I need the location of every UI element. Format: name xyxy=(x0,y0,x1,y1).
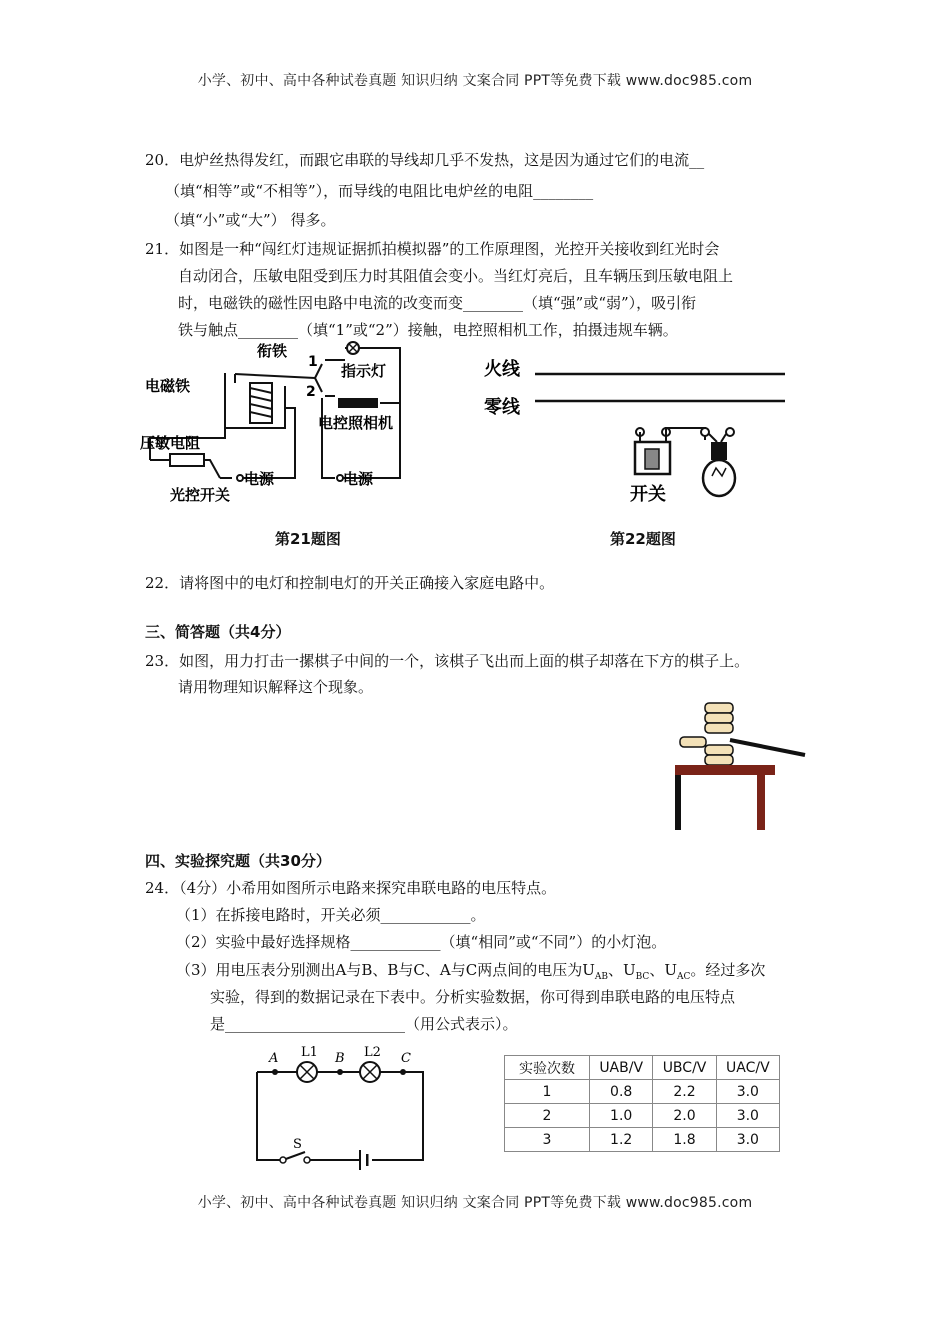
label-b: B xyxy=(335,1051,345,1066)
table-header-cell: UAC/V xyxy=(716,1056,779,1080)
fig22-caption: 第22题图 xyxy=(610,530,676,548)
q21-line2: 自动闭合，压敏电阻受到压力时其阻值会变小。当红灯亮后，且车辆压到压敏电阻上 xyxy=(178,267,734,285)
table-cell: 3 xyxy=(505,1128,590,1152)
label-camera: 电控照相机 xyxy=(318,414,394,432)
series-circuit-diagram xyxy=(245,1040,435,1170)
table-cell: 1.0 xyxy=(590,1104,653,1128)
label-armature: 衔铁 xyxy=(257,342,288,360)
figure-22-house-circuit xyxy=(480,350,800,510)
label-c: C xyxy=(401,1051,411,1066)
label-a: A xyxy=(269,1051,279,1066)
q21-line1: 21．如图是一种“闯红灯违规证据抓拍模拟器”的工作原理图，光控开关接收到红光时会 xyxy=(145,240,720,258)
q24-part2: （2）实验中最好选择规格____________（填“相同”或“不同”）的小灯泡。 xyxy=(176,933,667,951)
label-piezoresistor: 压敏电阻 xyxy=(140,434,201,452)
table-cell: 2.0 xyxy=(653,1104,716,1128)
q24-part3b: 实验，得到的数据记录在下表中。分析实验数据，你可得到串联电路的电压特点 xyxy=(210,988,736,1006)
table-row xyxy=(505,1080,780,1104)
fig21-caption: 第21题图 xyxy=(275,530,341,548)
label-indicator: 指示灯 xyxy=(341,362,387,380)
q21-line4: 铁与触点________（填“1”或“2”）接触，电控照相机工作，拍摄违规车辆。 xyxy=(178,321,678,339)
q23-line1: 23．如图，用力打击一摞棋子中间的一个，该棋子飞出而上面的棋子却落在下方的棋子上。 xyxy=(145,652,750,670)
table-header-cell: UAB/V xyxy=(590,1056,653,1080)
q22-text: 22．请将图中的电灯和控制电灯的开关正确接入家庭电路中。 xyxy=(145,574,555,592)
table-cell: 3.0 xyxy=(716,1128,779,1152)
table-cell: 1 xyxy=(505,1080,590,1104)
table-cell: 3.0 xyxy=(716,1080,779,1104)
label-s: S xyxy=(293,1137,302,1152)
figure-21-circuit xyxy=(140,338,410,508)
label-power1: 电源 xyxy=(244,470,275,488)
label-power2: 电源 xyxy=(343,470,374,488)
table-cell: 1.2 xyxy=(590,1128,653,1152)
label-live-wire: 火线 xyxy=(484,359,520,380)
table-cell: 0.8 xyxy=(590,1080,653,1104)
table-header-cell: 实验次数 xyxy=(505,1056,590,1080)
table-header-cell: UBC/V xyxy=(653,1056,716,1080)
q24-part1: （1）在拆接电路时，开关必须____________。 xyxy=(176,906,486,924)
label-switch: 开关 xyxy=(630,484,666,505)
q20-line2: （填“相等”或“不相等”），而导线的电阻比电炉丝的电阻________ xyxy=(165,182,594,200)
label-contact1: 1 xyxy=(308,354,318,370)
table-header-row xyxy=(505,1056,780,1080)
figure-23-checkers xyxy=(675,695,810,830)
q20-line1: 20．电炉丝热得发红，而跟它串联的导线却几乎不发热，这是因为通过它们的电流__ xyxy=(145,151,705,169)
table-row xyxy=(505,1104,780,1128)
q24-intro: 24．（4分）小希用如图所示电路来探究串联电路的电压特点。 xyxy=(145,879,557,897)
page-header: 小学、初中、高中各种试卷真题 知识归纳 文案合同 PPT等免费下载 www.doc985.com xyxy=(197,73,753,89)
label-lightswitch: 光控开关 xyxy=(170,486,231,504)
label-electromagnet: 电磁铁 xyxy=(145,377,191,395)
page-footer: 小学、初中、高中各种试卷真题 知识归纳 文案合同 PPT等免费下载 www.doc985.com xyxy=(197,1195,753,1211)
section-4-heading: 四、实验探究题（共30分） xyxy=(145,852,331,870)
section-3-heading: 三、简答题（共4分） xyxy=(145,623,291,641)
q24-part3a: （3）用电压表分别测出A与B、B与C、A与C两点间的电压为$U_{AB}$、$U_{BC}$、$U_{AC}$。经过多次 xyxy=(176,961,766,982)
label-l2: L2 xyxy=(364,1045,381,1060)
q23-line2: 请用物理知识解释这个现象。 xyxy=(178,678,374,696)
q20-line3: （填“小”或“大”） 得多。 xyxy=(165,211,336,229)
label-l1: L1 xyxy=(301,1045,318,1060)
q24-part3c: 是________________________（用公式表示）。 xyxy=(210,1015,518,1033)
bulb-icon xyxy=(701,428,735,496)
table-cell: 1.8 xyxy=(653,1128,716,1152)
table-cell: 2.2 xyxy=(653,1080,716,1104)
table-cell: 2 xyxy=(505,1104,590,1128)
q21-line3: 时，电磁铁的磁性因电路中电流的改变而变________（填“强”或“弱”），吸引衔 xyxy=(178,294,697,312)
camera-icon xyxy=(338,398,378,408)
table-cell: 3.0 xyxy=(716,1104,779,1128)
experiment-data-table xyxy=(504,1055,780,1152)
label-neutral-wire: 零线 xyxy=(484,397,520,418)
label-contact2: 2 xyxy=(306,384,316,400)
table-row xyxy=(505,1128,780,1152)
